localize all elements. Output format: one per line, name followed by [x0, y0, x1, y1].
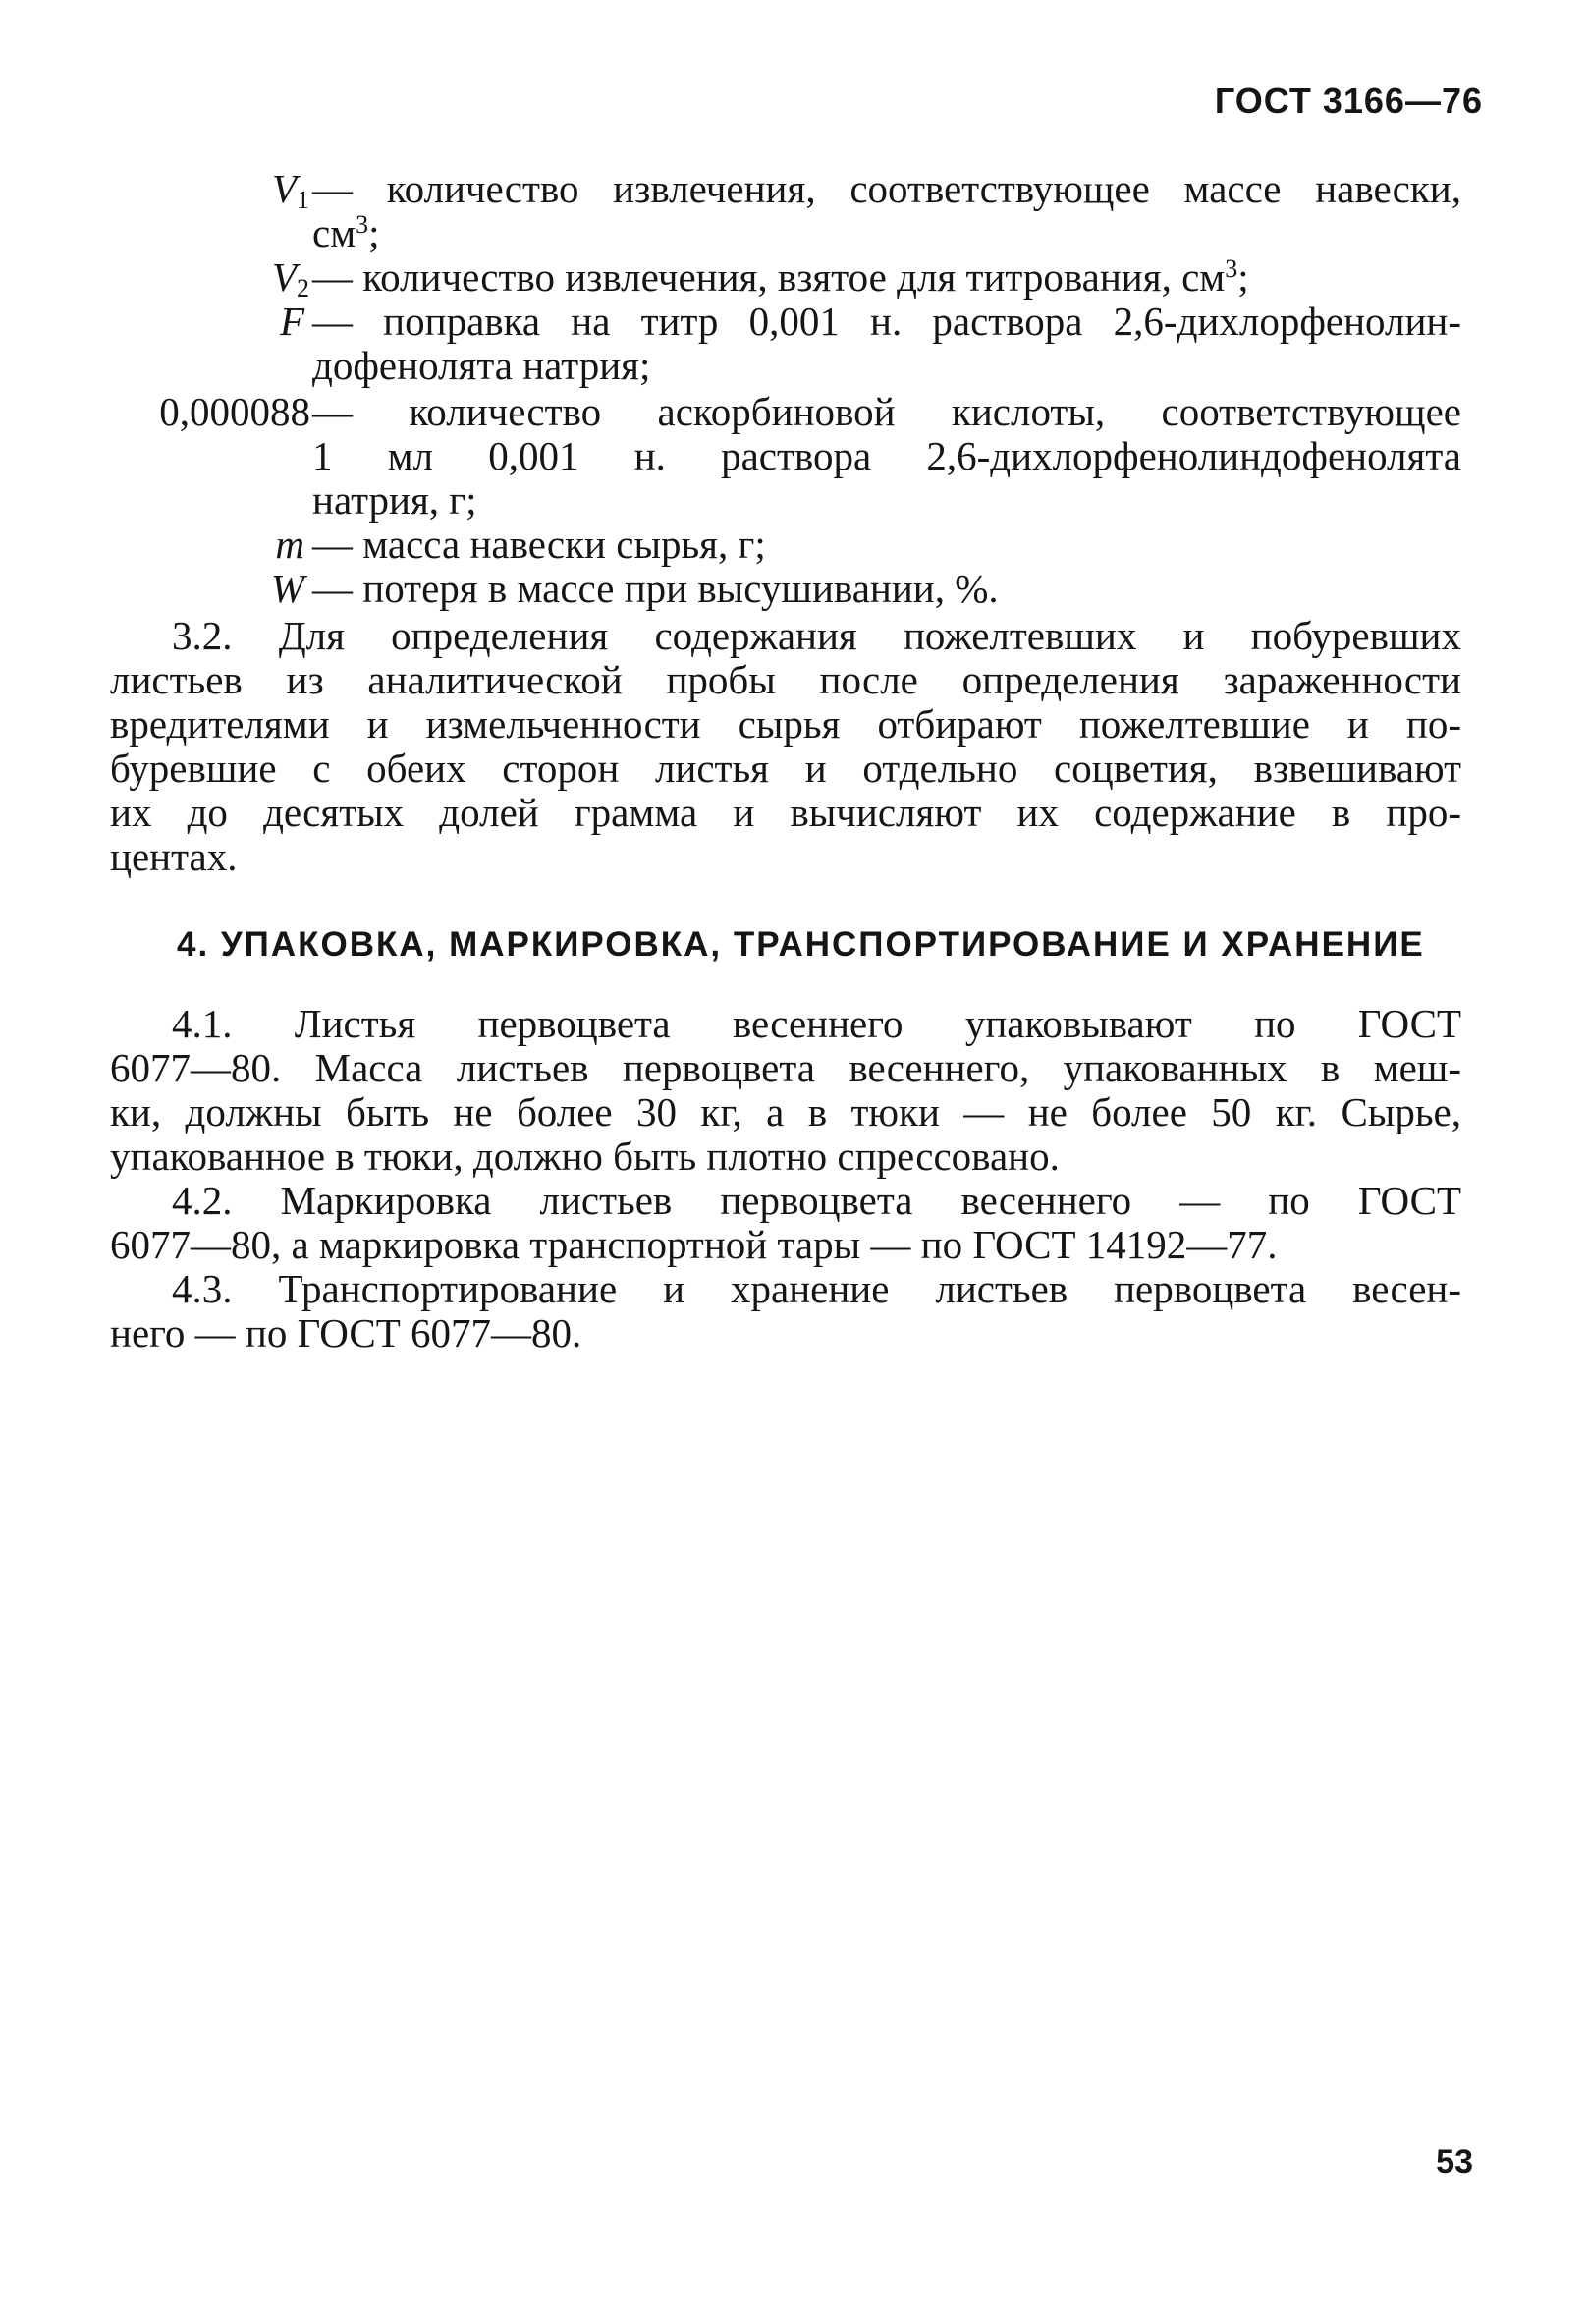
definition-f-line-2: дофенолята натрия;	[312, 343, 651, 388]
definition-v1-line-1: — количество извлечения, соответствующее массе навески,	[312, 166, 1461, 211]
paragraph-line: их до десятых долей грамма и вычисляют их содержание в про-	[110, 790, 1461, 835]
definition-constant-line-3: натрия, г;	[312, 477, 477, 523]
paragraph-line: листьев из аналитической пробы после определения зараженности	[110, 657, 1461, 702]
paragraph-line: 4.2. Маркировка листьев первоцвета весеннего — по ГОСТ	[172, 1178, 1461, 1223]
definition-constant-line-2: 1 мл 0,001 н. раствора 2,6-дихлорфенолиндофенолята	[312, 433, 1461, 478]
symbol-letter: V	[271, 166, 297, 211]
definition-m-line-1: — масса навески сырья, г;	[312, 522, 766, 567]
symbol-letter: V	[271, 254, 297, 300]
definition-v2-line-1	[312, 255, 1249, 299]
paragraph-line: 6077—80, а маркировка транспортной тары — по ГОСТ 14192—77.	[110, 1222, 1278, 1267]
symbol-constant: 0,000088	[159, 389, 310, 434]
definition-f-line-1: — поправка на титр 0,001 н. раствора 2,6-дихлорфенолин-	[312, 299, 1461, 344]
paragraph-line: ки, должны быть не более 30 кг, а в тюки — не более 50 кг. Сырье,	[110, 1089, 1461, 1134]
page-number: 53	[1436, 2143, 1473, 2181]
symbol-subscript: 2	[297, 274, 309, 303]
definition-constant-line-1: — количество аскорбиновой кислоты, соответствующее	[312, 389, 1461, 434]
definition-text: — количество извлечения, взятое для титрования, см	[312, 254, 1226, 300]
definition-tail: ;	[368, 210, 380, 255]
paragraph-line: 6077—80. Масса листьев первоцвета весеннего, упакованных в меш-	[110, 1045, 1461, 1090]
definition-w-line-1: — потеря в массе при высушивании, %.	[312, 566, 999, 611]
paragraph-line: него — по ГОСТ 6077—80.	[110, 1310, 582, 1356]
section-4-heading: 4. УПАКОВКА, МАРКИРОВКА, ТРАНСПОРТИРОВАНИЕ И ХРАНЕНИЕ	[177, 925, 1425, 964]
symbol-w: W	[270, 566, 304, 611]
symbol-m: m	[275, 522, 304, 567]
definition-unit: см	[312, 210, 356, 255]
paragraph-line: 3.2. Для определения содержания пожелтевших и побуревших	[172, 613, 1461, 658]
paragraph-line: буревшие с обеих сторон листья и отдельно соцветия, взвешивают	[110, 746, 1461, 791]
paragraph-line: 4.1. Листья первоцвета весеннего упаковывают по ГОСТ	[172, 1001, 1461, 1046]
paragraph-line: центах.	[110, 834, 238, 879]
symbol-v1	[147, 167, 309, 222]
symbol-subscript: 1	[297, 186, 309, 214]
unit-exponent: 3	[1225, 254, 1238, 283]
paragraph-line: вредителями и измельченности сырья отбирают пожелтевшие и по-	[110, 701, 1461, 747]
symbol-f: F	[279, 299, 304, 344]
definition-v1-line-2	[312, 211, 380, 254]
definition-tail: ;	[1237, 254, 1249, 300]
unit-exponent: 3	[356, 210, 369, 239]
document-code-header: ГОСТ 3166—76	[1214, 81, 1483, 121]
paragraph-line: упакованное в тюки, должно быть плотно спрессовано.	[110, 1134, 1060, 1179]
paragraph-line: 4.3. Транспортирование и хранение листьев первоцвета весен-	[172, 1266, 1461, 1311]
